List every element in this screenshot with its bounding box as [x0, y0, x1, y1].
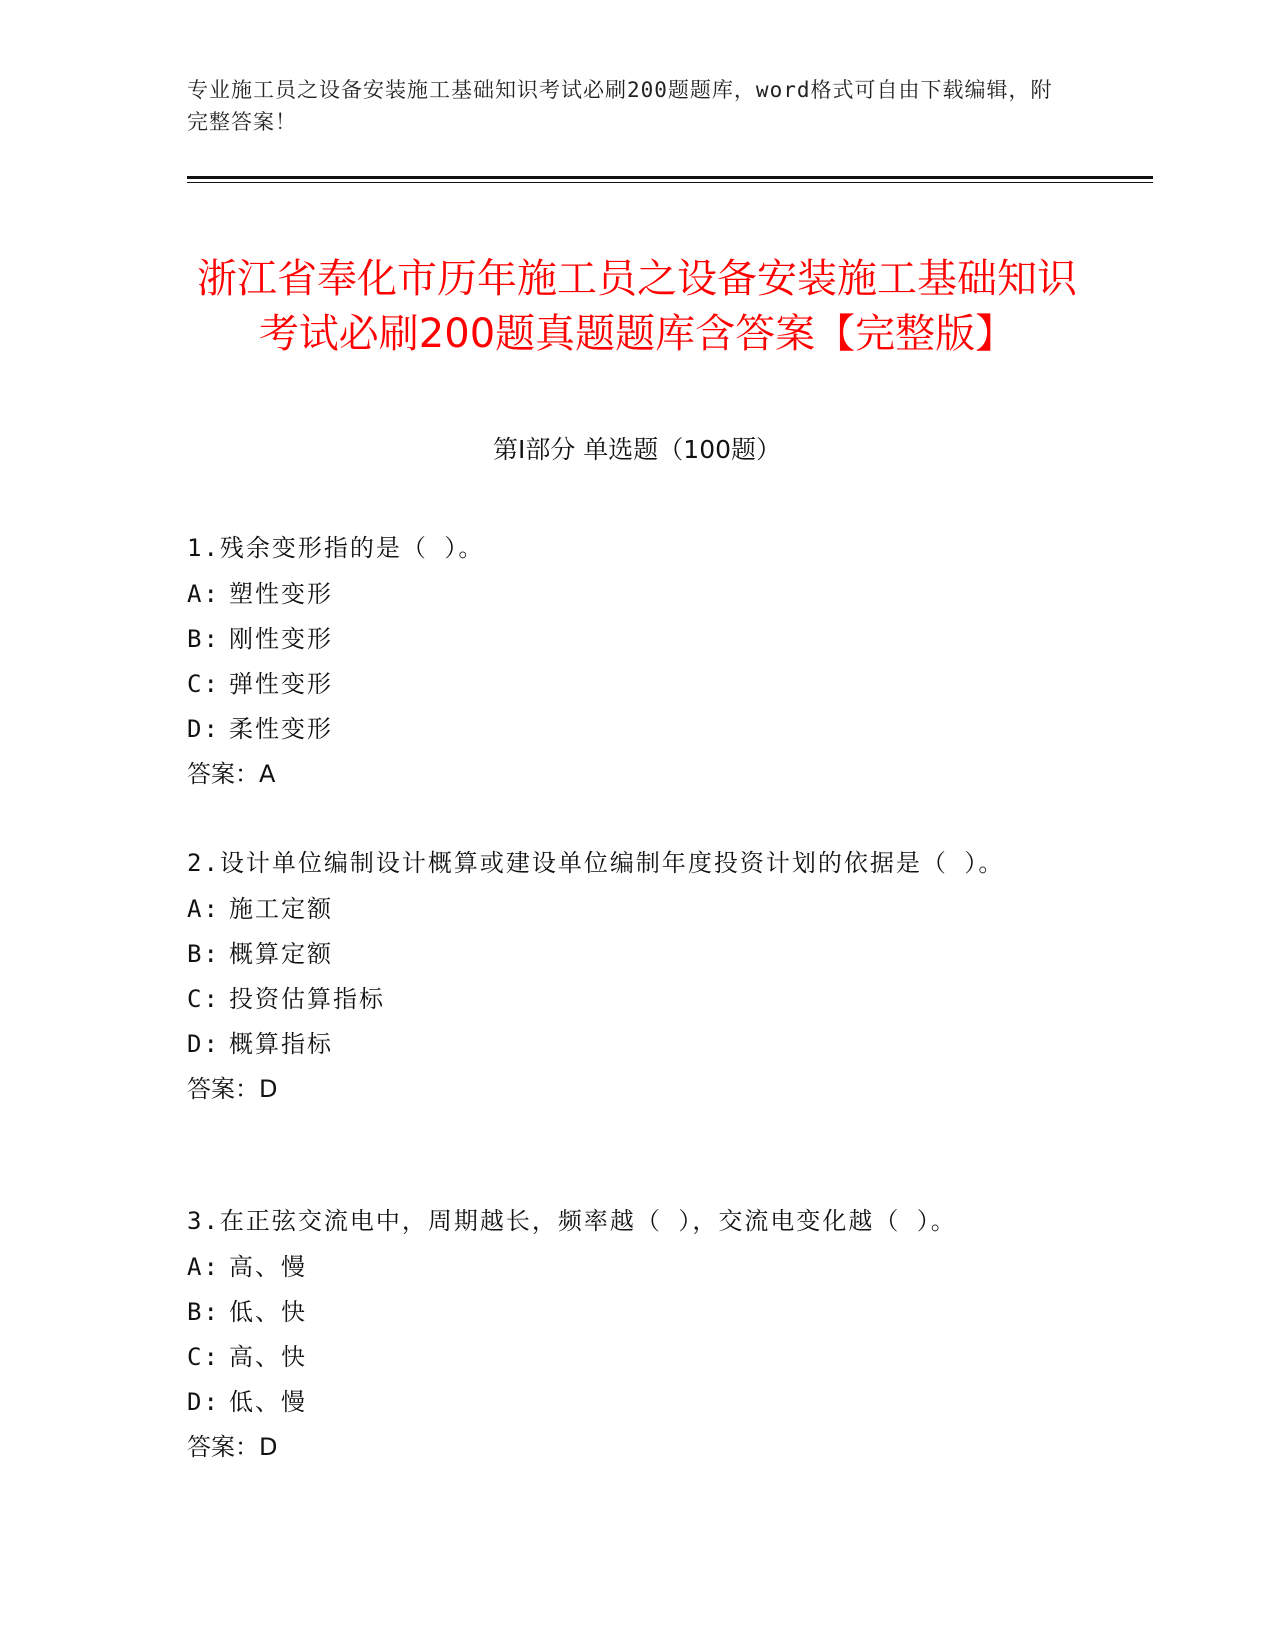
option-key: A:	[187, 580, 220, 608]
option-text: 施工定额	[229, 895, 333, 923]
answer-line: 答案：A	[187, 760, 276, 788]
header-divider-thin	[187, 182, 1153, 183]
option-a	[187, 1245, 1067, 1290]
option-key: D:	[187, 1388, 220, 1416]
option-key: D:	[187, 1030, 220, 1058]
option-d	[187, 1380, 1067, 1425]
option-c	[187, 1335, 1067, 1380]
question-item	[187, 1198, 1067, 1470]
header-divider-thick	[187, 176, 1153, 179]
option-text: 低、慢	[229, 1388, 307, 1416]
option-b	[187, 932, 1067, 977]
option-text: 概算定额	[229, 940, 333, 968]
option-d	[187, 1022, 1067, 1067]
option-key: B:	[187, 625, 220, 653]
option-a	[187, 572, 1067, 617]
option-key: A:	[187, 1253, 220, 1281]
option-key: C:	[187, 1343, 220, 1371]
option-b	[187, 617, 1067, 662]
answer-line: 答案：D	[187, 1075, 278, 1103]
question-text: 3.在正弦交流电中，周期越长，频率越（ ），交流电变化越（ ）。	[187, 1207, 957, 1235]
option-a	[187, 887, 1067, 932]
option-text: 投资估算指标	[229, 985, 385, 1013]
option-key: C:	[187, 670, 220, 698]
option-text: 高、快	[229, 1343, 307, 1371]
option-text: 塑性变形	[229, 580, 333, 608]
header-note: 专业施工员之设备安装施工基础知识考试必刷200题题库，word格式可自由下载编辑，附完整答案！	[187, 78, 1053, 134]
option-text: 低、快	[229, 1298, 307, 1326]
option-text: 高、慢	[229, 1253, 307, 1281]
option-key: B:	[187, 1298, 220, 1326]
option-text: 刚性变形	[229, 625, 333, 653]
question-item	[187, 840, 1067, 1112]
option-key: A:	[187, 895, 220, 923]
option-key: D:	[187, 715, 220, 743]
section-heading: 第I部分 单选题（100题）	[492, 435, 782, 464]
option-c	[187, 662, 1067, 707]
question-text: 1.残余变形指的是（ ）。	[187, 534, 485, 562]
option-text: 柔性变形	[229, 715, 333, 743]
option-key: C:	[187, 985, 220, 1013]
option-d	[187, 707, 1067, 752]
option-key: B:	[187, 940, 220, 968]
option-b	[187, 1290, 1067, 1335]
option-text: 概算指标	[229, 1030, 333, 1058]
answer-line: 答案：D	[187, 1433, 278, 1461]
option-c	[187, 977, 1067, 1022]
document-title: 浙江省奉化市历年施工员之设备安装施工基础知识考试必刷200题真题题库含答案【完整版】	[197, 255, 1077, 357]
question-text: 2.设计单位编制设计概算或建设单位编制年度投资计划的依据是（ ）。	[187, 849, 1005, 877]
question-item	[187, 525, 1067, 797]
option-text: 弹性变形	[229, 670, 333, 698]
